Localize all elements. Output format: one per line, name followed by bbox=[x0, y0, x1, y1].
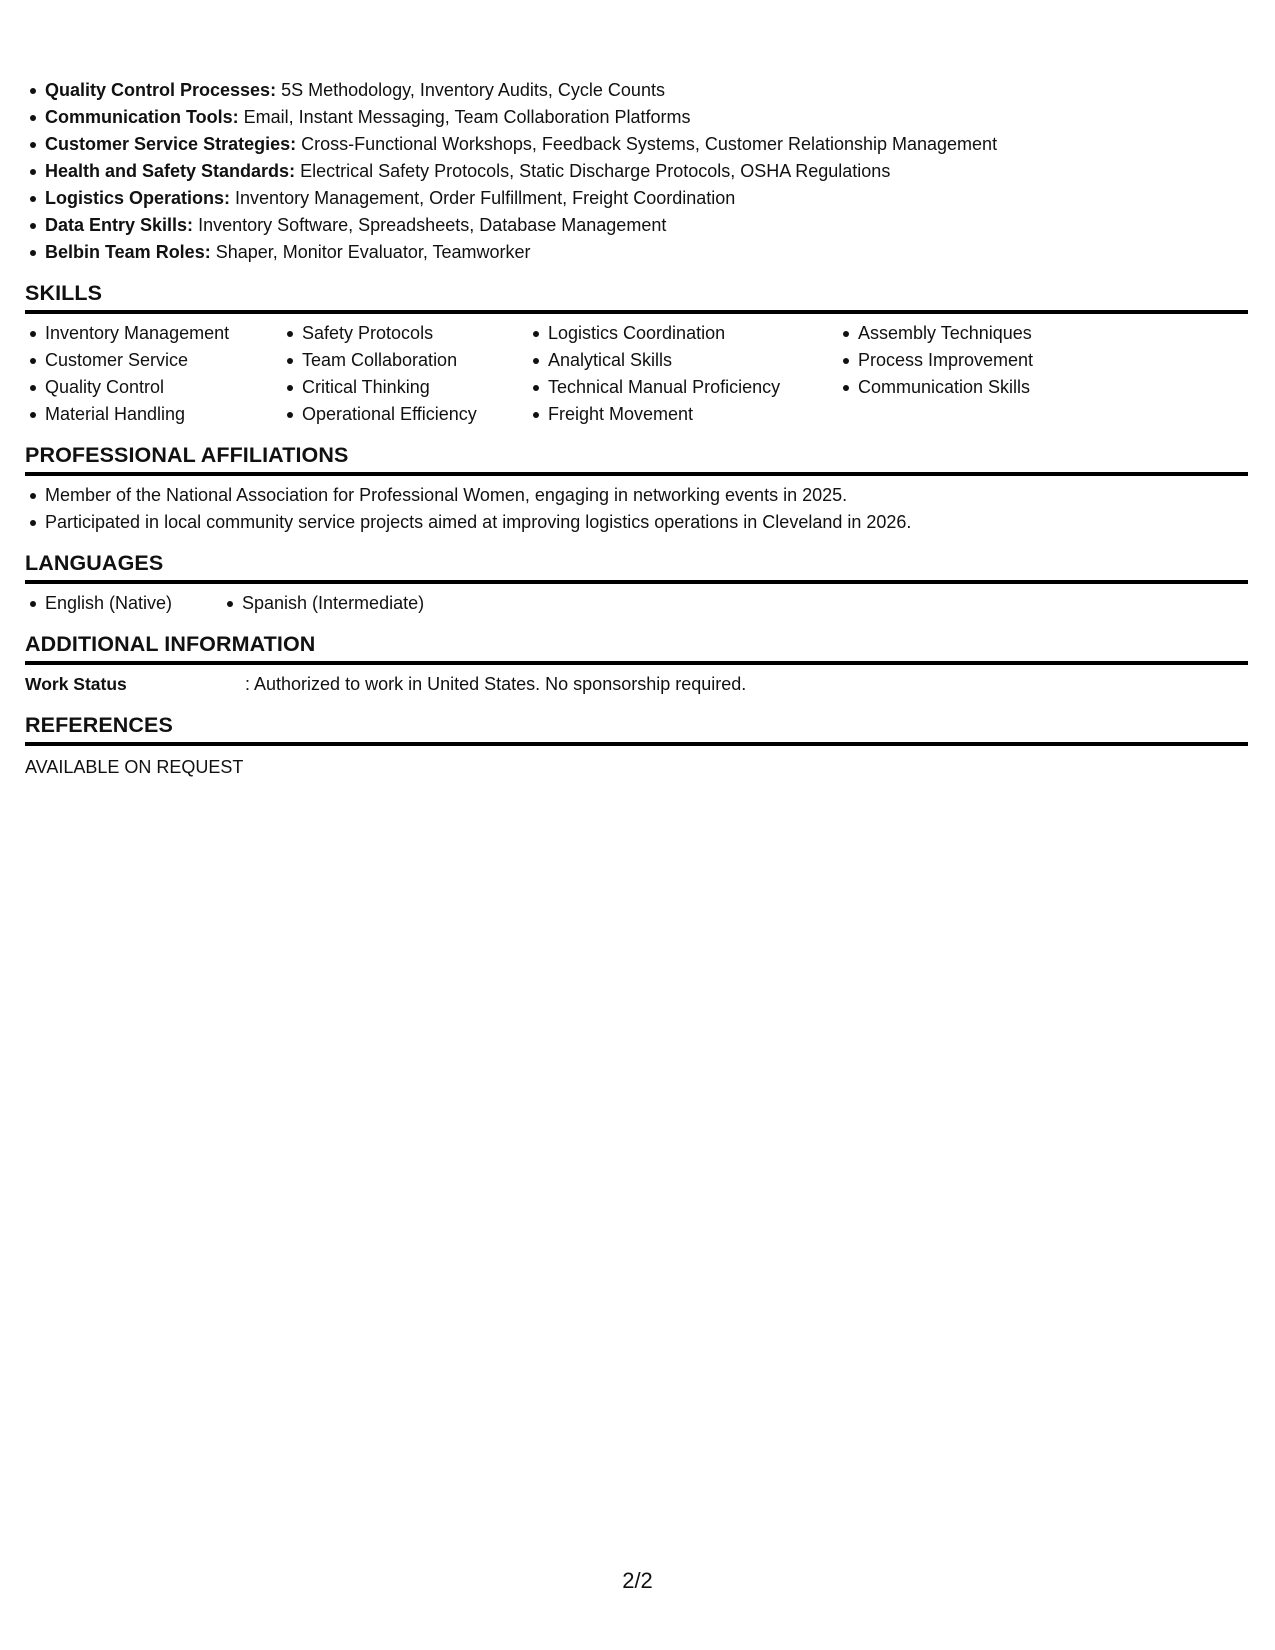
section-title: REFERENCES bbox=[25, 712, 1248, 746]
skill-item: Safety Protocols bbox=[302, 320, 528, 347]
language-item: English (Native) bbox=[45, 590, 222, 617]
affiliation-item: Member of the National Association for Professional Women, engaging in networking events in 2025. bbox=[45, 482, 1248, 509]
language-column bbox=[222, 590, 424, 617]
skill-item: Logistics Coordination bbox=[548, 320, 838, 347]
skill-item: Quality Control bbox=[45, 374, 282, 401]
section-title: ADDITIONAL INFORMATION bbox=[25, 631, 1248, 665]
skill-item: Assembly Techniques bbox=[858, 320, 1108, 347]
skills-section bbox=[25, 280, 1248, 428]
resume-page bbox=[25, 77, 1248, 781]
affiliations-section bbox=[25, 442, 1248, 536]
skills-grid bbox=[25, 314, 1248, 428]
skill-item: Inventory Management bbox=[45, 320, 282, 347]
skill-item: Customer Service bbox=[45, 347, 282, 374]
list-item: Data Entry Skills: Inventory Software, Spreadsheets, Database Management bbox=[45, 212, 1248, 239]
section-title: PROFESSIONAL AFFILIATIONS bbox=[25, 442, 1248, 476]
references-text: AVAILABLE ON REQUEST bbox=[25, 757, 244, 777]
language-item: Spanish (Intermediate) bbox=[242, 590, 424, 617]
section-title: LANGUAGES bbox=[25, 550, 1248, 584]
skill-item: Communication Skills bbox=[858, 374, 1108, 401]
affiliations-list bbox=[25, 476, 1248, 536]
skill-item: Process Improvement bbox=[858, 347, 1108, 374]
list-item: Quality Control Processes: 5S Methodology, Inventory Audits, Cycle Counts bbox=[45, 77, 1248, 104]
skill-item: Critical Thinking bbox=[302, 374, 528, 401]
section-title: SKILLS bbox=[25, 280, 1248, 314]
page-number: 2/2 bbox=[622, 1568, 653, 1593]
list-item: Belbin Team Roles: Shaper, Monitor Evaluator, Teamworker bbox=[45, 239, 1248, 266]
additional-info-section bbox=[25, 631, 1248, 698]
list-item: Customer Service Strategies: Cross-Functional Workshops, Feedback Systems, Customer Relationship Management bbox=[45, 131, 1248, 158]
languages-section bbox=[25, 550, 1248, 617]
work-status-row bbox=[25, 665, 1248, 698]
affiliation-item: Participated in local community service projects aimed at improving logistics operations in Cleveland in 2026. bbox=[45, 509, 1248, 536]
competencies-list bbox=[25, 77, 1248, 266]
list-item: Logistics Operations: Inventory Management, Order Fulfillment, Freight Coordination bbox=[45, 185, 1248, 212]
language-column bbox=[25, 590, 222, 617]
skill-item: Analytical Skills bbox=[548, 347, 838, 374]
skills-column bbox=[25, 320, 282, 428]
work-status-value: : Authorized to work in United States. No sponsorship required. bbox=[245, 674, 747, 694]
list-item: Communication Tools: Email, Instant Messaging, Team Collaboration Platforms bbox=[45, 104, 1248, 131]
skills-column bbox=[528, 320, 838, 428]
work-status-label: Work Status bbox=[25, 674, 127, 694]
skill-item: Material Handling bbox=[45, 401, 282, 428]
skill-item: Freight Movement bbox=[548, 401, 838, 428]
skill-item: Team Collaboration bbox=[302, 347, 528, 374]
skills-column bbox=[282, 320, 528, 428]
skill-item: Operational Efficiency bbox=[302, 401, 528, 428]
languages-row bbox=[25, 584, 1248, 617]
skill-item: Technical Manual Proficiency bbox=[548, 374, 838, 401]
list-item: Health and Safety Standards: Electrical Safety Protocols, Static Discharge Protocols, OSHA Regulations bbox=[45, 158, 1248, 185]
skills-column bbox=[838, 320, 1108, 428]
references-section bbox=[25, 712, 1248, 781]
